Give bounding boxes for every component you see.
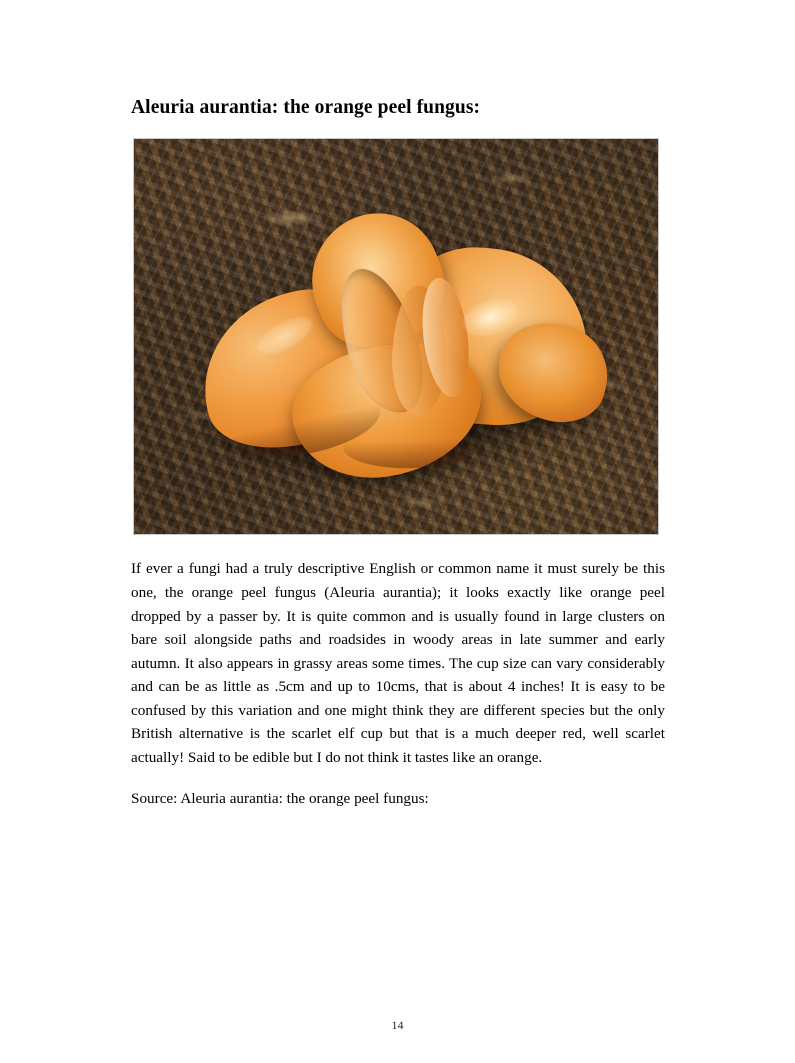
source-line: Source: Aleuria aurantia: the orange peel fungus: [131, 790, 429, 808]
page-content [131, 96, 665, 811]
fungus-body [186, 181, 606, 508]
body-paragraph: If ever a fungi had a truly descriptive English or common name it must surely be this one, the orange peel fungus (Aleuria aurantia); it looks exactly like orange peel dropped by a passer by. It is quite common and is usually found in large clusters on bare soil alongside paths and roadsides in woody areas in late summer and early autumn. It also appears in grassy areas some times. The cup size can vary considerably and can be as little as .5cm and up to 10cms, that is about 4 inches! It is easy to be confused by this variation and one might think they are different species but the only British alternative is the scarlet elf cup but that is a much deeper red, well scarlet actually! Said to be edible but I do not think it tastes like an orange. [131, 560, 665, 766]
orange-peel-fungus-photo [133, 138, 659, 535]
page-number: 14 [391, 1018, 404, 1032]
page-title: Aleuria aurantia: the orange peel fungus: [131, 97, 481, 118]
